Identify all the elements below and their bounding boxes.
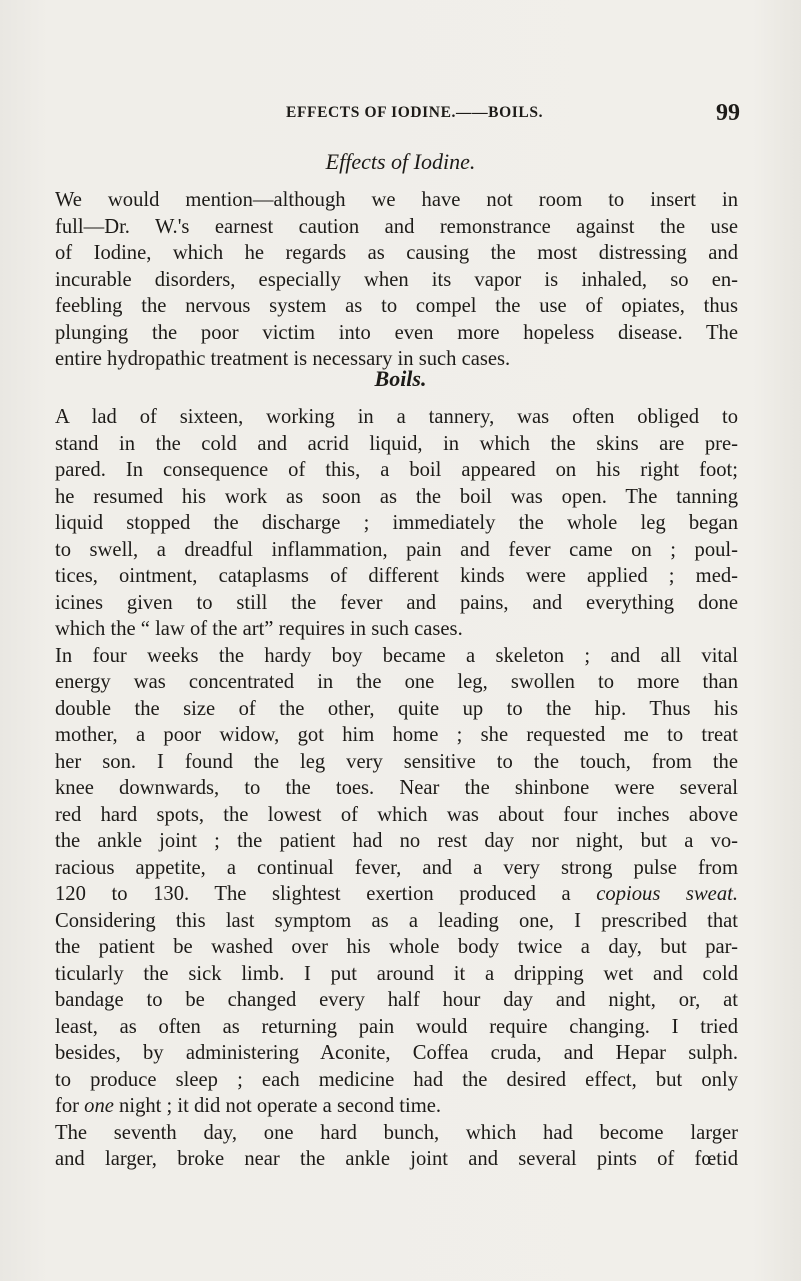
section-heading-boils: Boils. xyxy=(374,366,427,391)
text-line: incurable disorders, especially when its vapor is inhaled, so en- xyxy=(55,268,738,291)
text-fragment: for xyxy=(55,1095,85,1117)
text-line: bandage to be changed every half hour day and night, or, at xyxy=(55,989,738,1011)
text-line: mother, a poor widow, got him home ; she requested me to treat xyxy=(55,724,738,746)
text-line: pared. In consequence of this, a boil appeared on his right foot; xyxy=(55,459,738,481)
text-line: her son. I found the leg very sensitive to the touch, from the xyxy=(55,750,738,773)
text-line: the ankle joint ; the patient had no rest day nor night, but a vo- xyxy=(55,830,738,852)
text-line: stand in the cold and acrid liquid, in which the skins are pre- xyxy=(55,432,738,455)
paragraph-iodine xyxy=(55,187,738,373)
page-number: 99 xyxy=(716,100,740,126)
text-line: liquid stopped the discharge ; immediately the whole leg began xyxy=(55,512,738,534)
italic-word: one xyxy=(84,1095,114,1117)
text-line: red hard spots, the lowest of which was about four inches above xyxy=(55,803,738,826)
text-line: icines given to still the fever and pains, and everything done xyxy=(55,591,738,614)
text-line: We would mention—although we have not room to insert in xyxy=(55,189,738,211)
text-line: Considering this last symptom as a leading one, I prescribed that xyxy=(55,909,738,932)
text-line: to produce sleep ; each medicine had the desired effect, but only xyxy=(55,1068,738,1091)
text-line: racious appetite, a continual fever, and a very strong pulse from xyxy=(55,856,738,879)
text-line: the patient be washed over his whole body twice a day, but par- xyxy=(55,936,738,958)
text-line: double the size of the other, quite up to the hip. Thus his xyxy=(55,697,738,720)
text-line: feebling the nervous system as to compel the use of opiates, thus xyxy=(55,295,738,317)
text-fragment: night ; it did not operate a second time. xyxy=(113,1095,442,1117)
text-line: he resumed his work as soon as the boil was open. The tanning xyxy=(55,485,738,508)
text-line xyxy=(55,1093,738,1120)
text-line: knee downwards, to the toes. Near the shinbone were several xyxy=(55,777,738,799)
section-heading-iodine: Effects of Iodine. xyxy=(325,149,476,174)
text-fragment: 120 to 130. The slightest exertion produced a xyxy=(55,883,597,905)
text-line: energy was concentrated in the one leg, swollen to more than xyxy=(55,671,738,693)
text-line xyxy=(55,881,738,908)
text-line: besides, by administering Aconite, Coffea cruda, and Hepar sulph. xyxy=(55,1042,738,1064)
text-line: entire hydropathic treatment is necessary in such cases. xyxy=(55,348,511,370)
text-line: ticularly the sick limb. I put around it a dripping wet and cold xyxy=(55,962,738,985)
text-line: and larger, broke near the ankle joint and several pints of fœtid xyxy=(55,1148,738,1170)
text-line: to swell, a dreadful inflammation, pain and fever came on ; poul- xyxy=(55,538,738,561)
text-line: full—Dr. W.'s earnest caution and remonstrance against the use xyxy=(55,215,738,238)
paragraph-boils xyxy=(55,404,738,1173)
text-line: plunging the poor victim into even more hopeless disease. The xyxy=(55,321,738,344)
italic-phrase: copious sweat. xyxy=(596,883,738,905)
text-line: tices, ointment, cataplasms of different kinds were applied ; med- xyxy=(55,565,738,587)
text-line: least, as often as returning pain would require changing. I tried xyxy=(55,1015,738,1038)
running-head-title: EFFECTS OF IODINE.——BOILS. xyxy=(286,104,544,121)
text-line: of Iodine, which he regards as causing the most distressing and xyxy=(55,242,738,264)
text-line: A lad of sixteen, working in a tannery, was often obliged to xyxy=(55,406,738,428)
text-line: which the “ law of the art” requires in such cases. xyxy=(55,618,463,640)
text-line: In four weeks the hardy boy became a skeleton ; and all vital xyxy=(55,644,738,667)
running-head xyxy=(60,100,740,128)
text-line: The seventh day, one hard bunch, which had become larger xyxy=(55,1121,738,1144)
